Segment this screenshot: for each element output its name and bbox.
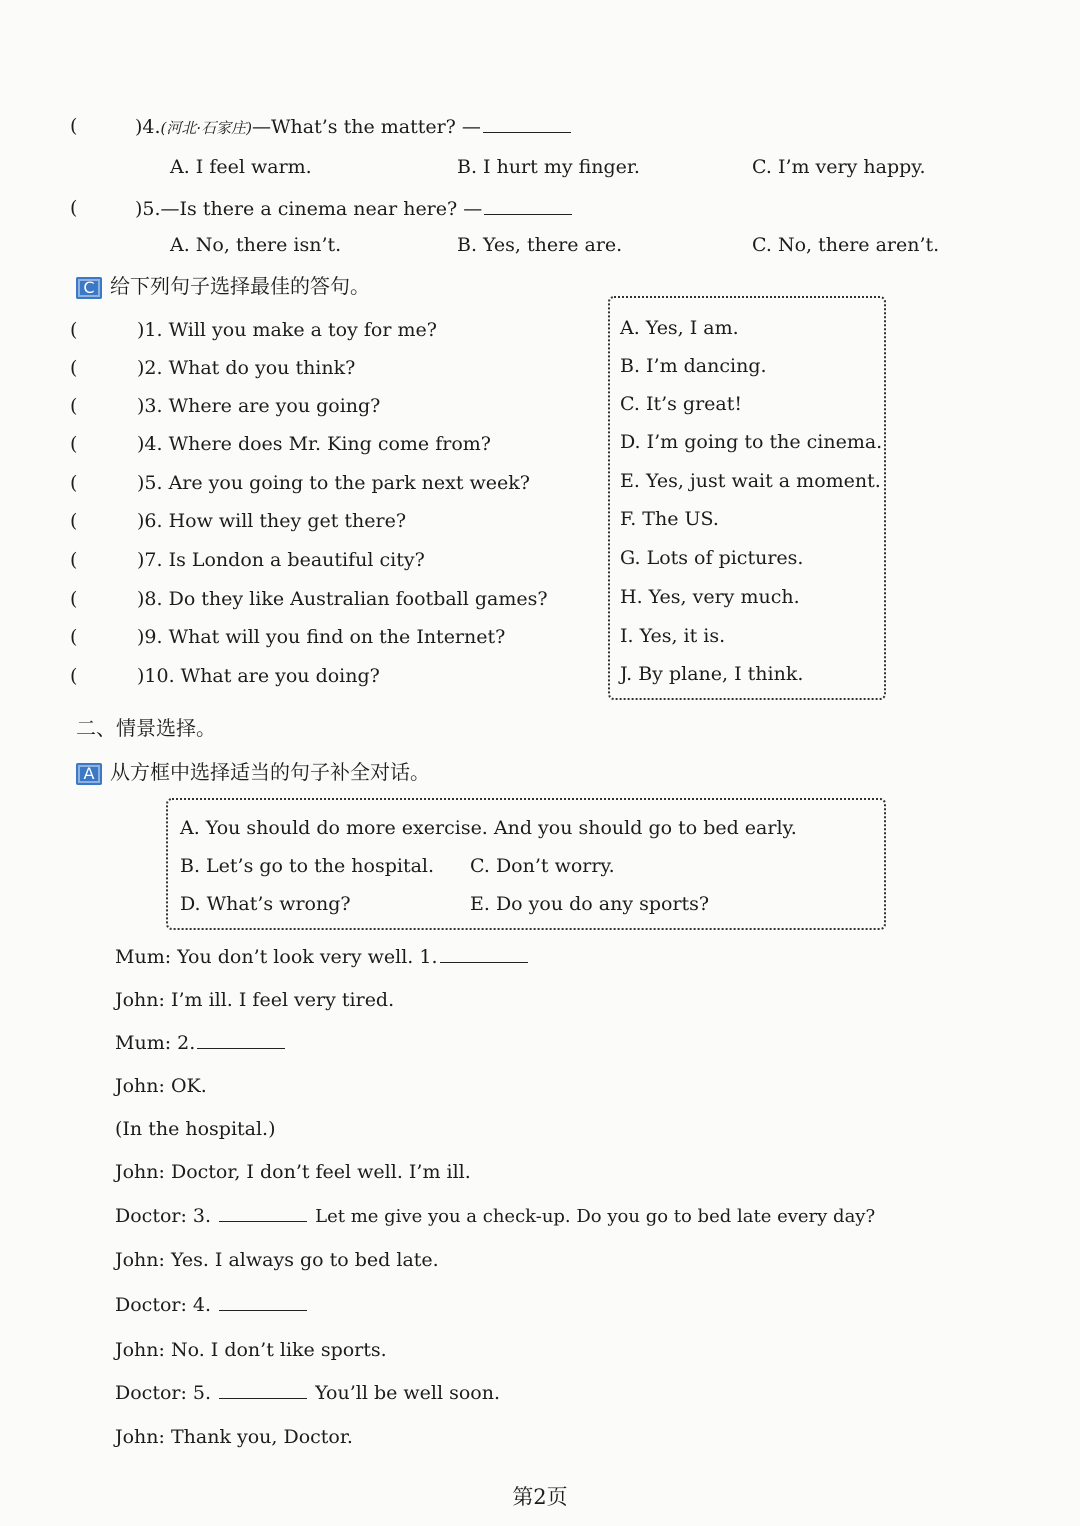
option-a: A. You should do more exercise. And you should go to bed early. [180,817,797,839]
option-e: E. Do you do any sports? [470,893,710,915]
answer-paren[interactable]: ( [70,626,78,648]
dialogue-line: (In the hospital.) [115,1118,276,1140]
answer-paren[interactable]: ( [70,510,78,532]
answer-blank[interactable] [219,1203,307,1222]
answer-blank[interactable] [484,196,572,215]
question-text: )6. How will they get there? [137,510,407,532]
choice-d: D. I’m going to the cinema. [620,431,883,453]
question-text: )7. Is London a beautiful city? [137,549,425,571]
option-b: B. I hurt my finger. [457,156,640,178]
option-b: B. Yes, there are. [457,234,623,256]
dialogue-line: Doctor: 5. You’ll be well soon. [115,1382,500,1404]
answer-blank[interactable] [219,1380,307,1399]
choice-e: E. Yes, just wait a moment. [620,470,881,492]
answer-paren[interactable]: ( [70,588,78,610]
answer-paren[interactable]: ( [70,433,78,455]
answer-paren[interactable]: ( [70,549,78,571]
question-stem: )4.(河北·石家庄)—What’s the matter? — [135,114,573,140]
answer-blank[interactable] [197,1030,285,1049]
question-text: )5. Are you going to the park next week? [137,472,530,494]
section-title: 给下列句子选择最佳的答句。 [110,274,370,298]
choice-j: J. By plane, I think. [620,663,804,685]
question-text: )2. What do you think? [137,357,356,379]
dialogue-line: John: Thank you, Doctor. [115,1426,353,1448]
choice-h: H. Yes, very much. [620,586,800,608]
option-a: A. I feel warm. [170,156,312,178]
option-d: D. What’s wrong? [180,893,351,915]
section-badge: A [76,763,102,785]
option-a: A. No, there isn’t. [170,234,342,256]
question-text: )8. Do they like Australian football games? [137,588,548,610]
answer-paren[interactable]: ( [70,665,78,687]
option-c: C. No, there aren’t. [752,234,940,256]
question-text: )3. Where are you going? [137,395,381,417]
answer-paren[interactable]: ( [70,472,78,494]
question-text: )1. Will you make a toy for me? [137,319,437,341]
region-tag: (河北·石家庄) [160,119,253,137]
answer-paren[interactable]: ( [70,197,78,219]
section-badge: C [76,277,102,299]
dialogue-line: Mum: 2. [115,1030,287,1056]
answer-paren[interactable]: ( [70,357,78,379]
choice-g: G. Lots of pictures. [620,547,804,569]
section-subtitle: 从方框中选择适当的句子补全对话。 [110,760,430,784]
choice-c: C. It’s great! [620,393,742,415]
answer-blank[interactable] [440,944,528,963]
page-number: 第2页 [512,1485,568,1509]
choice-f: F. The US. [620,508,719,530]
dialogue-line: John: OK. [115,1075,207,1097]
dialogue-line: John: No. I don’t like sports. [115,1339,387,1361]
question-text: )10. What are you doing? [137,665,380,687]
dialogue-line: Doctor: 3. Let me give you a check-up. Do you go to bed late every day? [115,1205,876,1227]
choice-b: B. I’m dancing. [620,355,767,377]
answer-paren[interactable]: ( [70,115,78,137]
section-c-heading [76,274,370,299]
dialogue-line: John: Yes. I always go to bed late. [115,1249,439,1271]
question-text: )9. What will you find on the Internet? [137,626,506,648]
option-c: C. Don’t worry. [470,855,615,877]
option-c: C. I’m very happy. [752,156,926,178]
answer-paren[interactable]: ( [70,395,78,417]
dialogue-line: John: Doctor, I don’t feel well. I’m ill. [115,1161,471,1183]
choice-a: A. Yes, I am. [620,317,739,339]
answer-blank[interactable] [483,114,571,133]
question-text: )4. Where does Mr. King come from? [137,433,491,455]
dialogue-line: John: I’m ill. I feel very tired. [115,989,395,1011]
option-b: B. Let’s go to the hospital. [180,855,435,877]
section-2a-heading [76,760,430,785]
choice-i: I. Yes, it is. [620,625,726,647]
answer-paren[interactable]: ( [70,319,78,341]
answer-blank[interactable] [219,1292,307,1311]
dialogue-line: Mum: You don’t look very well. 1. [115,944,530,970]
dialogue-line: Doctor: 4. [115,1292,309,1318]
question-stem: )5.—Is there a cinema near here? — [135,196,574,221]
section-2-heading: 二、情景选择。 [76,716,216,740]
